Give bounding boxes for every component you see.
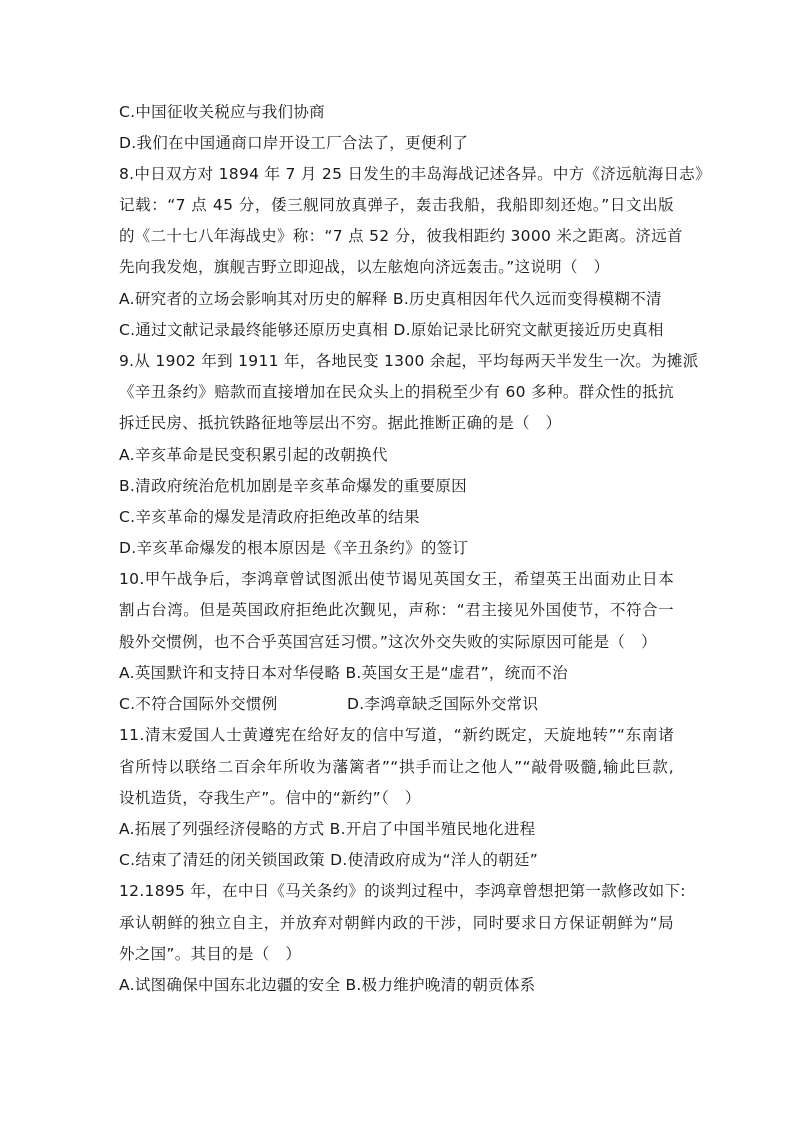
option-line: A.拓展了列强经济侵略的方式 B.开启了中国半殖民地化进程 xyxy=(119,820,536,838)
question-9-text: 拆迁民房、抵抗铁路征地等层出不穷。据此推断正确的是（ ） xyxy=(119,414,562,432)
option-line: D.李鸿章缺乏国际外交常识 xyxy=(347,695,539,713)
question-11-text: 设机造货，夺我生产”。信中的“新约”（ ） xyxy=(119,789,421,807)
question-12-text: 外之国”。其目的是（ ） xyxy=(119,945,302,963)
option-line: D.我们在中国通商口岸开设工厂合法了，更便利了 xyxy=(119,134,469,152)
question-10-text: 般外交惯例，也不合乎英国宫廷习惯。”这次外交失败的实际原因可能是（ ） xyxy=(119,633,657,651)
question-8-text: 记载：“7 点 45 分，倭三舰同放真弹子，轰击我船，我船即刻还炮。”日文出版 xyxy=(119,196,674,214)
option-line: A.辛亥革命是民变积累引起的改朝换代 xyxy=(119,446,388,464)
option-line: C.辛亥革命的爆发是清政府拒绝改革的结果 xyxy=(119,508,420,526)
question-8-text: 的《二十七八年海战史》称：“7 点 52 分，彼我相距约 3000 米之距离。济远首 xyxy=(119,227,683,245)
option-line: A.英国默许和支持日本对华侵略 B.英国女王是“虚君”，统而不治 xyxy=(119,664,568,682)
question-10-text: 10.甲午战争后，李鸿章曾试图派出使节谒见英国女王，希望英王出面劝止日本 xyxy=(119,570,674,588)
question-10-text: 割占台湾。但是英国政府拒绝此次觐见，声称：“君主接见外国使节，不符合一 xyxy=(119,601,674,619)
option-line: B.清政府统治危机加剧是辛亥革命爆发的重要原因 xyxy=(119,477,467,495)
option-line: C.不符合国际外交惯例 xyxy=(119,695,278,713)
question-8-text: 先向我发炮，旗舰吉野立即迎战，以左舷炮向济远轰击。”这说明（ ） xyxy=(119,258,610,276)
option-line: C.通过文献记录最终能够还原历史真相 D.原始记录比研究文献更接近历史真相 xyxy=(119,321,664,339)
question-12-text: 承认朝鲜的独立自主，并放弃对朝鲜内政的干涉，同时要求日方保证朝鲜为“局 xyxy=(119,914,674,932)
option-line: C.中国征收关税应与我们协商 xyxy=(119,103,325,121)
option-line: C.结束了清廷的闭关锁国政策 D.使清政府成为“洋人的朝廷” xyxy=(119,851,539,869)
option-line: A.试图确保中国东北边疆的安全 B.极力维护晚清的朝贡体系 xyxy=(119,976,536,994)
question-8-text: 8.中日双方对 1894 年 7 月 25 日发生的丰岛海战记述各异。中方《济远航海日志》 xyxy=(119,165,711,183)
option-line: A.研究者的立场会影响其对历史的解释 B.历史真相因年代久远而变得模糊不清 xyxy=(119,290,662,308)
question-11-text: 11.清末爱国人士黄遵宪在给好友的信中写道，“新约既定，天旋地转”“东南诸 xyxy=(119,726,674,744)
question-9-text: 9.从 1902 年到 1911 年，各地民变 1300 余起，平均每两天半发生一次。为摊派 xyxy=(119,352,699,370)
question-9-text: 《辛丑条约》赔款而直接增加在民众头上的捐税至少有 60 多种。群众性的抵抗 xyxy=(119,383,674,401)
question-11-text: 省所恃以联络二百余年所收为藩篱者”“拱手而让之他人”“敲骨吸髓,输此巨款, xyxy=(119,758,674,776)
option-line: D.辛亥革命爆发的根本原因是《辛丑条约》的签订 xyxy=(119,539,469,557)
question-12-text: 12.1895 年，在中日《马关条约》的谈判过程中，李鸿章曾想把第一款修改如下: xyxy=(119,882,686,900)
